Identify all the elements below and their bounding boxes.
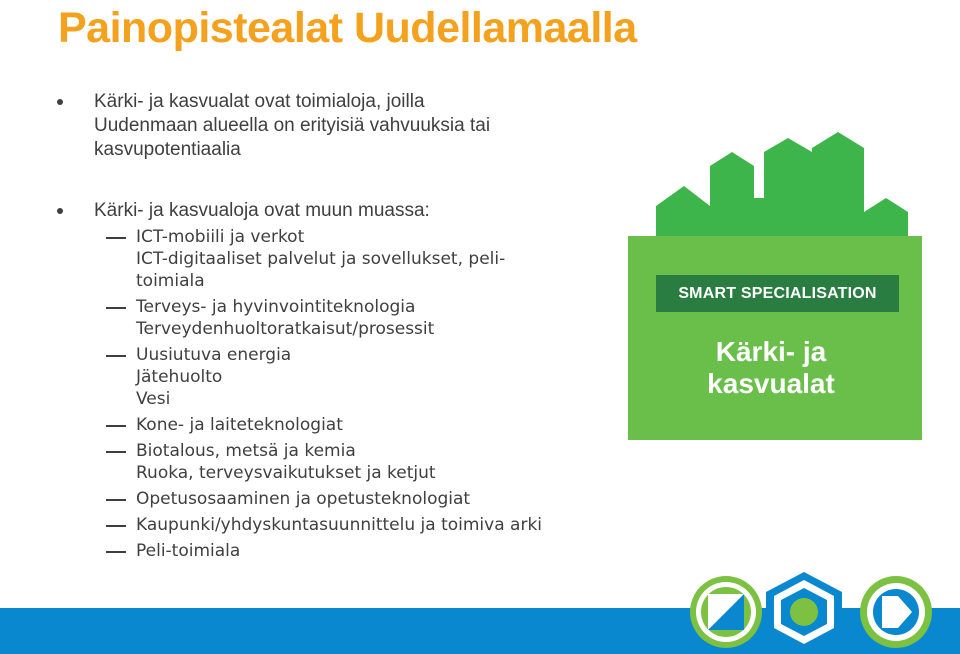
bullet-line: Kärki- ja kasvualat ovat toimialoja, joilla [94, 91, 425, 112]
sub-item: Ruoka, terveysvaikutukset ja ketjut [136, 463, 436, 483]
sub-item: Kone- ja laiteteknologiat [136, 414, 616, 436]
sub-item: ICT-mobiili ja verkot [136, 226, 616, 248]
bullet-examples [94, 199, 430, 223]
sub-item: toimiala [136, 271, 205, 291]
sub-item: Terveys- ja hyvinvointiteknologia [136, 296, 616, 318]
bullet-line: kasvupotentiaalia [94, 139, 241, 160]
page-title: Painopistealat Uudellamaalla [58, 4, 637, 52]
smart-specialisation-band: SMART SPECIALISATION [656, 275, 899, 312]
logo-heading-line: kasvualat [707, 368, 835, 399]
green-circle-emblem [690, 576, 762, 648]
sub-item: ICT-digitaaliset palvelut ja sovellukset, peli- [136, 249, 506, 269]
logo-heading [640, 336, 902, 400]
bullet-line: Kärki- ja kasvualoja ovat muun muassa: [94, 200, 430, 221]
blue-hexagon-emblem [766, 572, 842, 652]
bullet-line: Uudenmaan alueella on erityisiä vahvuuksia tai [94, 115, 491, 136]
sub-item: Jätehuolto [136, 367, 223, 387]
sub-item: Vesi [136, 389, 171, 409]
sub-item: Kaupunki/yhdyskuntasuunnittelu ja toimiva arki [136, 514, 616, 536]
bullet-intro [94, 90, 490, 162]
sub-item: Uusiutuva energia [136, 344, 616, 366]
sub-item: Terveydenhuoltoratkaisut/prosessit [136, 319, 435, 339]
green-blue-circle-emblem [860, 576, 932, 648]
sub-item: Peli-toimiala [136, 540, 616, 562]
sub-list [136, 226, 616, 562]
sub-item: Biotalous, metsä ja kemia [136, 440, 616, 462]
logo-heading-line: Kärki- ja [715, 336, 827, 367]
footer-emblems [684, 566, 960, 654]
sub-item: Opetusosaaminen ja opetusteknologiat [136, 488, 616, 510]
